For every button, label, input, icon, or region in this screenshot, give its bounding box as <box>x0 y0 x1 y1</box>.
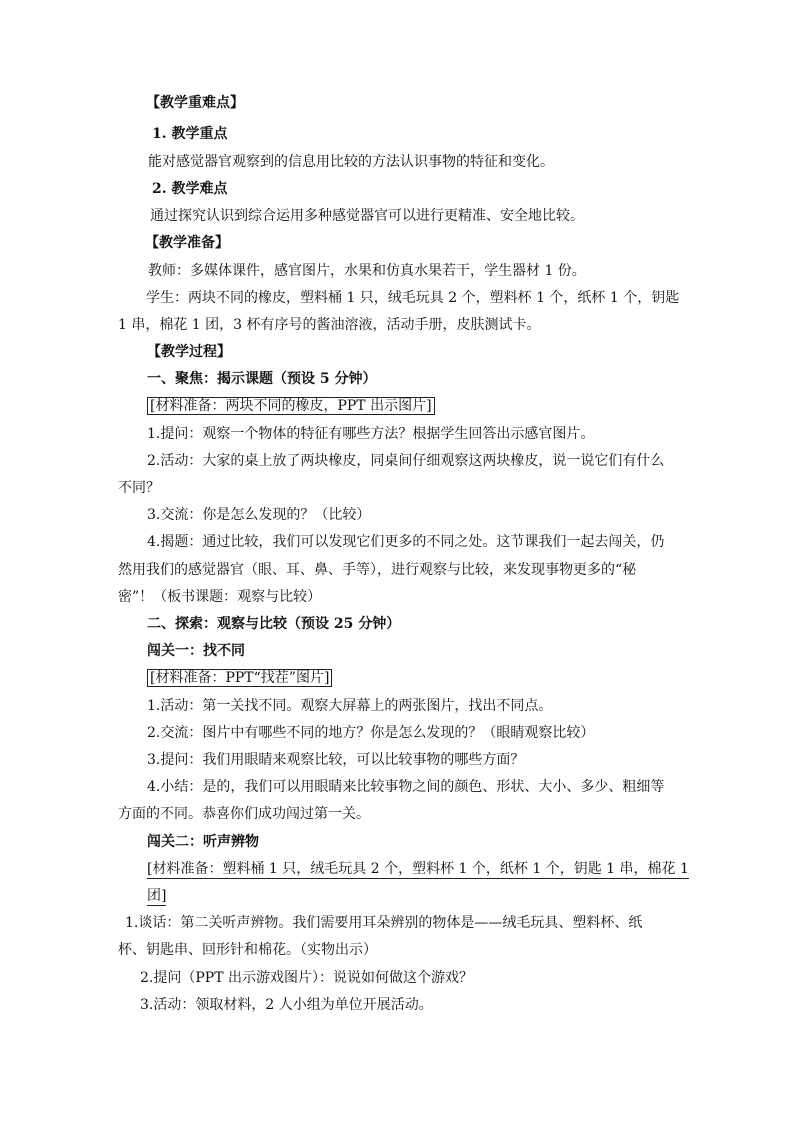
level1-item2: 2.交流：图片中有哪些不同的地方？你是怎么发现的？（眼睛观察比较） <box>147 725 595 741</box>
level2-material-line2 <box>147 886 166 906</box>
level1-item1: 1.活动：第一关找不同。观察大屏幕上的两张图片，找出不同点。 <box>147 698 553 714</box>
part1-title: 一、聚焦：揭示课题（预设 5 分钟） <box>147 371 377 387</box>
level1-item4-line1: 4.小结：是的，我们可以用眼睛来比较事物之间的颜色、形状、大小、多少、粗细等 <box>147 779 665 795</box>
hard-point-title: 2. 教学难点 <box>152 181 228 197</box>
prep-teacher: 教师：多媒体课件，感官图片，水果和仿真水果若干，学生器材 1 份。 <box>148 263 586 279</box>
part1-item4-line2: 然用我们的感觉器官（眼、耳、鼻、手等），进行观察与比较，来发现事物更多的“秘 <box>118 562 637 578</box>
part1-item4-line3: 密”！（板书课题：观察与比较） <box>118 589 322 605</box>
key-point-title: 1. 教学重点 <box>152 126 228 142</box>
level2-item3: 3.活动：领取材料，2 人小组为单位开展活动。 <box>140 997 433 1013</box>
material-underline: [材料准备：塑料桶 1 只，绒毛玩具 2 个，塑料杯 1 个，纸杯 1 个，钥匙 1 串，棉花 1 <box>147 861 689 877</box>
heading-preparation: 【教学准备】 <box>145 235 229 251</box>
part1-item1: 1.提问：观察一个物体的特征有哪些方法？根据学生回答出示感官图片。 <box>147 426 595 442</box>
material-underline: 团] <box>147 888 167 904</box>
part2-title: 二、探索：观察与比较（预设 25 分钟） <box>147 616 401 632</box>
level2-item1-line1: 1.谈话：第二关听声辨物。我们需要用耳朵辨别的物体是——绒毛玩具、塑料杯、纸 <box>125 915 643 931</box>
level1-title: 闯关一：找不同 <box>147 643 245 659</box>
heading-process: 【教学过程】 <box>147 344 231 360</box>
part1-item2-line2: 不同？ <box>118 480 160 496</box>
level2-item2: 2.提问（PPT 出示游戏图片）：说说如何做这个游戏？ <box>140 970 473 986</box>
level1-item3: 3.提问：我们用眼睛来观察比较，可以比较事物的哪些方面？ <box>147 752 525 768</box>
level2-title: 闯关二：听声辨物 <box>147 834 259 850</box>
prep-student-line2: 1 串，棉花 1 团，3 杯有序号的酱油溶液，活动手册，皮肤测试卡。 <box>118 317 541 333</box>
material-box: [材料准备：PPT“找茬”图片] <box>147 669 332 687</box>
material-box: [材料准备：两块不同的橡皮，PPT 出示图片] <box>147 397 435 415</box>
part1-item4-line1: 4.揭题：通过比较，我们可以发现它们更多的不同之处。这节课我们一起去闯关，仍 <box>147 534 665 550</box>
prep-student-line1: 学生：两块不同的橡皮，塑料桶 1 只，绒毛玩具 2 个，塑料杯 1 个，纸杯 1 个，钥匙 <box>146 290 680 306</box>
hard-point-text: 通过探究认识到综合运用多种感觉器官可以进行更精准、安全地比较。 <box>150 208 584 224</box>
level2-item1-line2: 杯、钥匙串、回形针和棉花。（实物出示） <box>118 942 377 958</box>
part1-item2-line1: 2.活动：大家的桌上放了两块橡皮，同桌间仔细观察这两块橡皮，说一说它们有什么 <box>147 453 665 469</box>
key-point-text: 能对感觉器官观察到的信息用比较的方法认识事物的特征和变化。 <box>148 154 554 170</box>
part1-item3: 3.交流：你是怎么发现的？（比较） <box>147 507 371 523</box>
level1-item4-line2: 方面的不同。恭喜你们成功闯过第一关。 <box>118 806 370 822</box>
part1-material <box>147 396 435 416</box>
heading-difficulty: 【教学重难点】 <box>146 95 244 111</box>
level2-material-line1 <box>147 859 689 879</box>
level1-material <box>147 668 332 688</box>
